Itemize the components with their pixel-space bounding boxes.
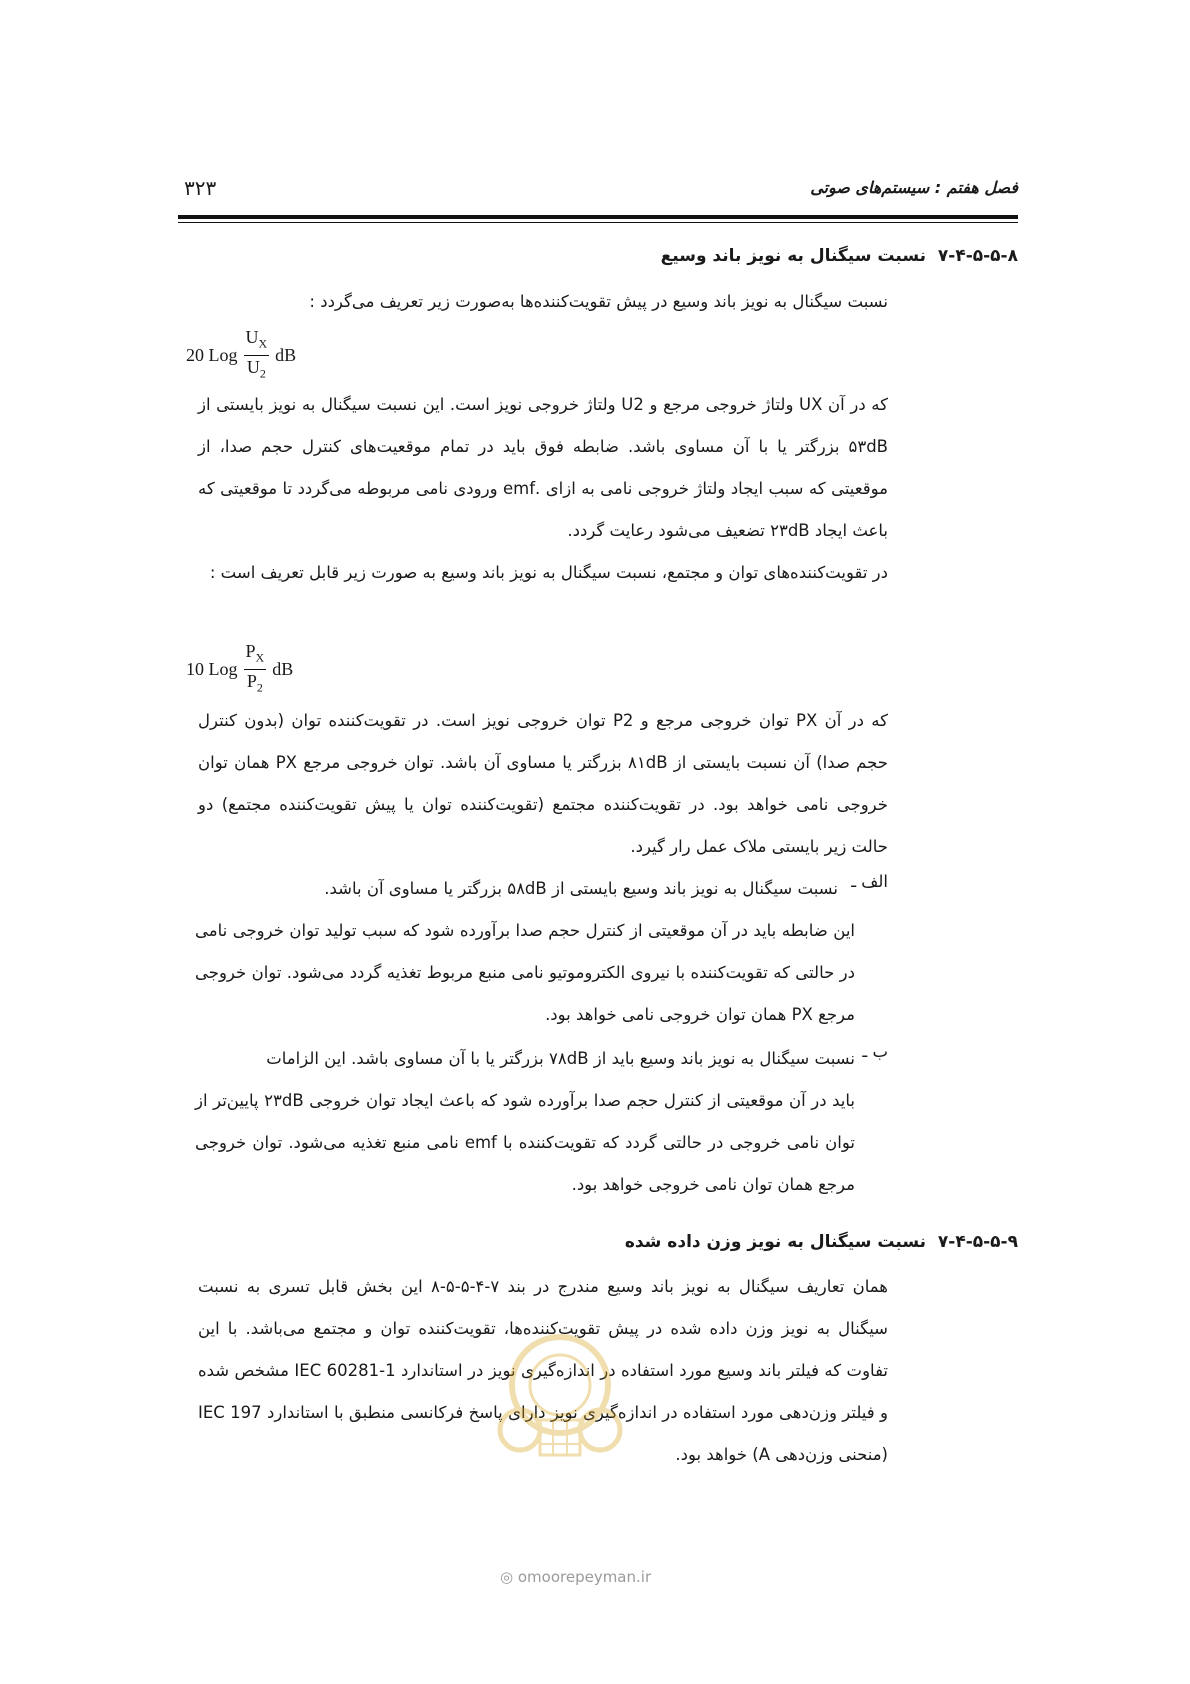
formula-fraction xyxy=(244,640,267,698)
header-rule-thin xyxy=(178,222,1018,223)
paragraph-weighted: همان تعاریف سیگنال به نویز باند وسیع مندرج در بند ۷-۴-۵-۵-۸ این بخش قابل تسری به نسبت سیگنال به نویز وزن داده شده در پیش تقویت‌کننده‌ها، تقویت‌کننده توان و مجتمع می‌باشد. با این تفاوت که فیلتر باند وسیع مورد استفاده در اندازه‌گیری نویز در استاندارد IEC 60281-1 مشخص شده و فیلتر وزن‌دهی مورد استفاده در اندازه‌گیری نویز دارای پاسخ فرکانسی منطبق با استاندارد IEC 197 (منحنی وزن‌دهی A) خواهد بود. xyxy=(198,1277,889,1464)
watermark-url: omoorepeyman.ir xyxy=(517,1568,652,1586)
paragraph-2: در تقویت‌کننده‌های توان و مجتمع، نسبت سیگنال به نویز باند وسیع به صورت زیر قابل تعریف است : xyxy=(209,563,888,582)
section-number: ۷-۴-۵-۵-۸ xyxy=(937,246,1018,266)
watermark-logo-icon xyxy=(490,1325,630,1465)
item-a-first-line: نسبت سیگنال به نویز باند وسیع بایستی از ۵۸dB بزرگتر یا مساوی آن باشد. xyxy=(324,879,838,898)
page-number: ۳۲۳ xyxy=(184,176,217,200)
formula-unit: dB xyxy=(275,344,297,365)
item-b-first-line: نسبت سیگنال به نویز باند وسیع باید از ۷۸dB بزرگتر یا با آن مساوی باشد. این الزامات xyxy=(266,1049,855,1068)
section-number: ۷-۴-۵-۵-۹ xyxy=(937,1232,1018,1252)
fraction-numerator: P xyxy=(245,641,256,661)
fraction-denominator: P xyxy=(246,670,257,691)
formula-unit: dB xyxy=(272,658,294,679)
section-heading-8 xyxy=(178,246,1018,276)
item-a-body: این ضابطه باید در آن موقعیتی از کنترل حجم صدا برآورده شود که سبب تولید توان خروجی نامی در حالتی که تقویت‌کننده با نیروی الکتروموتیو نامی منبع مربوط تغذیه گردد می‌شود. توان خروجی مرجع PX همان توان خروجی نامی خواهد بود. xyxy=(195,921,855,1024)
numerator-subscript: X xyxy=(258,336,268,351)
section-heading-9 xyxy=(178,1232,1018,1262)
section-title: نسبت سیگنال به نویز باند وسیع xyxy=(660,246,926,266)
watermark-text: ◎ omoorepeyman.ir xyxy=(500,1568,652,1586)
numerator-subscript: X xyxy=(255,650,265,665)
formula-power-ratio xyxy=(186,640,293,698)
item-b-label: ب ـ xyxy=(862,1042,888,1061)
intro-text: نسبت سیگنال به نویز باند وسیع در پیش تقویت‌کننده‌ها به‌صورت زیر تعریف می‌گردد : xyxy=(309,292,888,311)
denominator-subscript: 2 xyxy=(256,680,263,695)
paragraph-1: که در آن UX ولتاژ خروجی مرجع و U2 ولتاژ خروجی نویز است. این نسبت سیگنال به نویز بایستی از ۵۳dB بزرگتر یا با آن مساوی باشد. ضابطه فوق باید در تمام موقعیت‌های کنترل حجم صدا، از موقعیتی که سبب ایجاد ولتاژ خروجی نامی به ازای .emf ورودی نامی مربوطه می‌گردد تا موقعیتی که باعث ایجاد ۲۳dB تضعیف می‌شود رعایت گردد. xyxy=(198,395,889,540)
formula-fraction xyxy=(244,326,270,384)
paragraph-3: که در آن PX توان خروجی مرجع و P2 توان خروجی نویز است. در تقویت‌کننده توان (بدون کنترل حجم صدا) آن نسبت بایستی از ۸۱dB بزرگتر یا مساوی آن باشد. توان خروجی مرجع PX همان توان خروجی نامی خواهد بود. در تقویت‌کننده مجتمع (تقویت‌کننده توان یا پیش تقویت‌کننده مجتمع) دو حالت زیر بایستی ملاک عمل رار گیرد. xyxy=(198,711,889,856)
item-b-body: باید در آن موقعیتی از کنترل حجم صدا برآورده شود که باعث ایجاد توان خروجی ۲۳dB پایین‌تر از توان نامی خروجی در حالتی گردد که تقویت‌کننده با emf نامی منبع تغذیه می‌شود. توان خروجی مرجع همان توان نامی خروجی خواهد بود. xyxy=(195,1091,856,1194)
header-rule-thick xyxy=(178,215,1018,219)
section-title: نسبت سیگنال به نویز وزن داده شده xyxy=(624,1232,926,1252)
formula-coefficient: 10 Log xyxy=(186,658,238,679)
page-header xyxy=(178,176,1018,206)
chapter-title: فصل هفتم : سیستم‌های صوتی xyxy=(810,178,1018,197)
fraction-numerator: U xyxy=(245,327,259,347)
formula-coefficient: 20 Log xyxy=(186,344,238,365)
denominator-subscript: 2 xyxy=(259,366,266,381)
item-a-label: الف ـ xyxy=(851,872,888,891)
formula-voltage-ratio xyxy=(186,326,296,384)
fraction-denominator: U xyxy=(246,356,260,377)
